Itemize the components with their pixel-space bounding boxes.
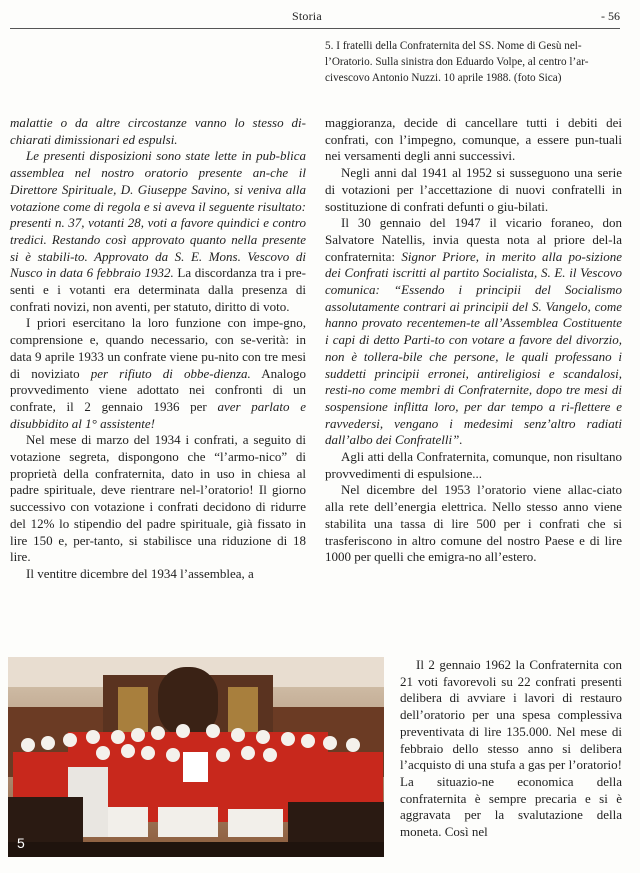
body-text: Analogo provvedimento viene adottato nei confronti di un confrate, il 2 gennaio 1936 per [10,365,306,414]
paragraph [10,148,306,315]
photo-caption: 5. I fratelli della Confraternita del SS. Nome di Gesù nel-l’Oratorio. Sulla sinistra don Eduardo Volpe, al centro l’ar-civescovo Antonio Nuzzi. 10 aprile 1988. (foto Sica) [325,40,589,84]
paragraph: Nel dicembre del 1953 l’oratorio viene allac-ciato alla rete dell’energia elettrica. Nello stesso anno viene stabilita una tassa di lire 500 per i confrati che si trasferiscono in altro comune del nostro Paese e di lire 1000 per quelli che emigra-no all’estero. [325,482,622,565]
paragraph [325,215,622,449]
paragraph: maggioranza, decide di cancellare tutti i debiti dei confrati, con l’impegno, comunque, a essere pun-tuali nei versamenti degli anni successivi. [325,115,622,164]
text-column-right-bottom [400,657,622,841]
paragraph [10,315,306,432]
quoted-text: aver parlato e disubbidito al 1° assistente! [10,398,306,431]
quoted-text: Signor Priore, in merito alla po-sizione dei Confrati iscritti al partito Socialista, S. E. il Vescovo comunica: “Essendo i principii del Socialismo assolutamente contrari ai principii del S. Vangelo, come hanno provato recentemen-te all’Assemblea Costituente i capi di detto Parti-to con votare a favore del divorzio, non è tollera-bile che persone, le quali professano i suddetti principii erronei, antireligiosi e scandalosi, resti-no come membri di Confraternite, dopo tre mesi di sospensione inflitta loro, per dar tempo a ri-flettere e ravvedersi, vengano i medesimi senz’altro radiati dall’albo dei Confratelli”. [325,248,622,448]
paragraph: malattie o da altre circostanze vanno lo stesso di-chiarati dimissionari ed espulsi. [10,115,306,147]
page-number: - 56 [601,9,620,23]
paragraph: Negli anni dal 1941 al 1952 si susseguono una serie di votazioni per l’accettazione di nuovi confratelli in sostituzione di confrati defunti o giu-bilati. [325,165,622,214]
quoted-text: per rifiuto di obbe-dienza. [90,365,251,381]
paragraph: Nel mese di marzo del 1934 i confrati, a seguito di votazione segreta, dispongono che “l’armo-nico” di proprietà della confraternita, dato in uso in chiesa al padre spirituale, deve rientrare nel-l’oratorio! Il giorno successivo con votazione i confrati decidono di ridurre del 12% lo stipendio del padre spirituale, già fissato in lire 150 e, per-tanto, si stabilisce una riduzione di 18 lire. [10,432,306,565]
text-column-right [325,115,622,566]
group-photo [8,657,384,857]
text-column-left [10,115,306,583]
page-header [0,0,640,30]
section-title: Storia [292,9,322,23]
body-text: I priori esercitano la loro funzione con impe-gno, comprensione e, quando necessario, con se-verità: in data 9 aprile 1933 un confrate viene pu-nito con tre mesi di noviziato [10,315,306,381]
photo-number: 5 [17,835,25,851]
paragraph: Il 2 gennaio 1962 la Confraternita con 21 voti favorevoli su 22 confrati presenti delibera di avviare i lavori di restauro dell’oratorio per una spesa complessiva preventivata di lire 135.000. Nel mese di febbraio dello stesso anno si delibera l’acquisto di una stufa a gas per l’oratorio! La situazio-ne economica della confraternita è sempre precaria e si è aggravata per la svalutazione della moneta. Così nel [400,657,622,840]
paragraph: Agli atti della Confraternita, comunque, non risultano provvedimenti di espulsione... [325,449,622,481]
body-text: Il 30 gennaio del 1947 il vicario foraneo, don Salvatore Natellis, invia questa nota al priore del-la confraternita: [325,215,622,264]
body-text: La discordanza tra i pre-senti e i votanti era determinata dalla presenza di confrati novizi, non aventi, per statuto, diritto di voto. [10,265,307,314]
header-rule [10,28,620,29]
photo-illustration [8,657,384,857]
quoted-text: Le presenti disposizioni sono state lette in pub-blica assemblea nel nostro oratorio presente an-che il Direttore Spirituale, D. Giuseppe Savino, si veniva alla votazione come di regola e si aveva il seguente risultato: presenti n. 37, votanti 28, voti a favore quindici e contro tredici. Restando così approvato quanto nella presente si è stabili-to. Approvato da S. E. Mons. Vescovo di Nusco in data 6 febbraio 1932. [10,148,306,281]
paragraph: Il ventitre dicembre del 1934 l’assemblea, a [26,565,254,581]
